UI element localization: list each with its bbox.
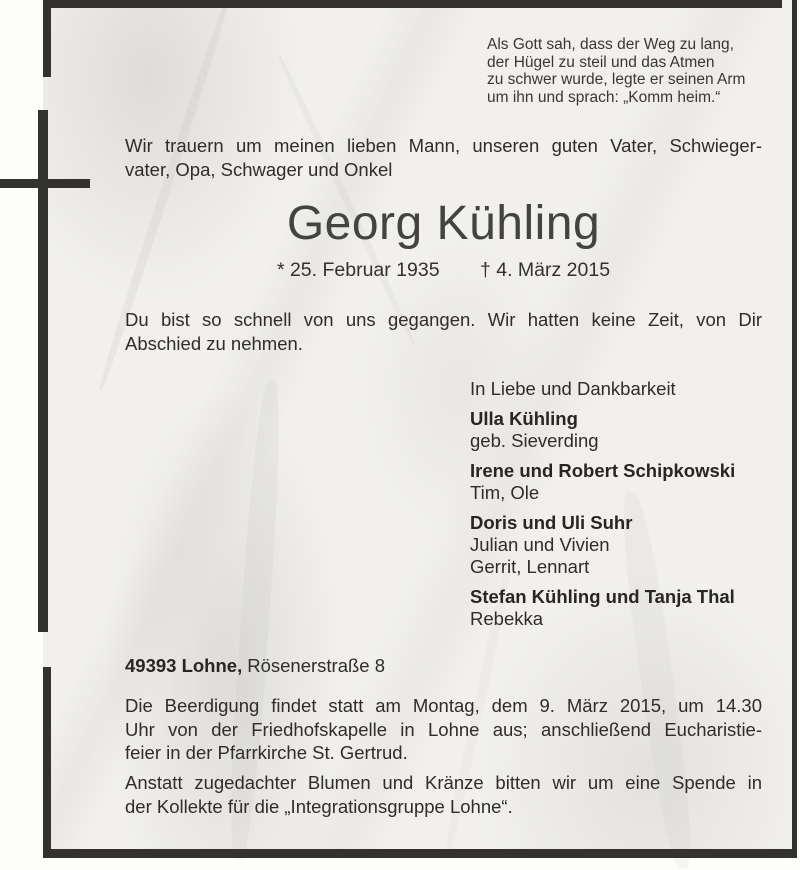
condolence-lead: In Liebe und Dankbarkeit [470, 378, 676, 399]
cross-vertical-bar [38, 110, 48, 632]
quote-line: der Hügel zu steil und das Atmen [487, 53, 715, 71]
death-date: † 4. März 2015 [479, 259, 611, 281]
funeral-line: Uhr von der Friedhofskapelle in Lohne aus; anschließend Eucharistie- [125, 718, 762, 740]
mourner-name: Doris und Uli Suhr [470, 512, 633, 533]
farewell-line: Abschied zu nehmen. [125, 332, 303, 354]
address-line [125, 655, 385, 677]
farewell-paragraph [125, 308, 762, 355]
condolence-block [470, 378, 770, 630]
funeral-line: feier in der Pfarrkirche St. Gertrud. [125, 742, 408, 763]
mourner-detail: Tim, Ole [470, 482, 540, 503]
funeral-info [125, 694, 762, 765]
birth-date: * 25. Februar 1935 [276, 259, 440, 281]
frame-top-border [51, 0, 782, 8]
postal-city: 49393 Lohne, [125, 655, 243, 676]
mourner-name: Ulla Kühling [470, 408, 578, 429]
donation-info [125, 771, 762, 818]
mourner-group [470, 408, 770, 452]
farewell-line: Du bist so schnell von uns gegangen. Wir hatten keine Zeit, von Dir [125, 309, 762, 330]
mourner-name: Stefan Kühling und Tanja Thal [470, 586, 735, 607]
funeral-line: Die Beerdigung findet statt am Montag, dem 9. März 2015, um 14.30 [125, 695, 762, 716]
deceased-name: Georg Kühling [286, 197, 601, 250]
mourning-intro [125, 134, 762, 181]
frame-left-border-upper [43, 0, 51, 77]
intro-line: Wir trauern um meinen lieben Mann, unseren guten Vater, Schwieger- [125, 135, 762, 156]
frame-bottom-border [43, 849, 797, 858]
donation-line: Anstatt zugedachter Blumen und Kränze bitten wir um eine Spende in [125, 772, 762, 793]
cross-horizontal-bar [0, 179, 90, 188]
mourner-detail: Gerrit, Lennart [470, 556, 590, 577]
memorial-quote [487, 36, 757, 106]
mourner-detail: Rebekka [470, 608, 544, 629]
street: Rösenerstraße 8 [247, 655, 386, 676]
frame-right-border [792, 0, 797, 858]
life-dates [125, 259, 762, 282]
quote-line: zu schwer wurde, legte er seinen Arm [487, 71, 746, 89]
donation-line: der Kollekte für die „Integrationsgruppe Lohne“. [125, 795, 513, 817]
mourner-group [470, 460, 770, 504]
quote-line: um ihn und sprach: „Komm heim.“ [487, 88, 721, 106]
quote-line: Als Gott sah, dass der Weg zu lang, [487, 36, 734, 53]
mourner-group [470, 512, 770, 578]
mourner-group [470, 586, 770, 630]
frame-left-border-lower [43, 667, 51, 858]
mourner-detail: geb. Sieverding [470, 430, 599, 451]
mourner-name: Irene und Robert Schipkowski [470, 460, 736, 481]
mourner-detail: Julian und Vivien [470, 534, 610, 555]
intro-line: vater, Opa, Schwager und Onkel [125, 158, 393, 180]
